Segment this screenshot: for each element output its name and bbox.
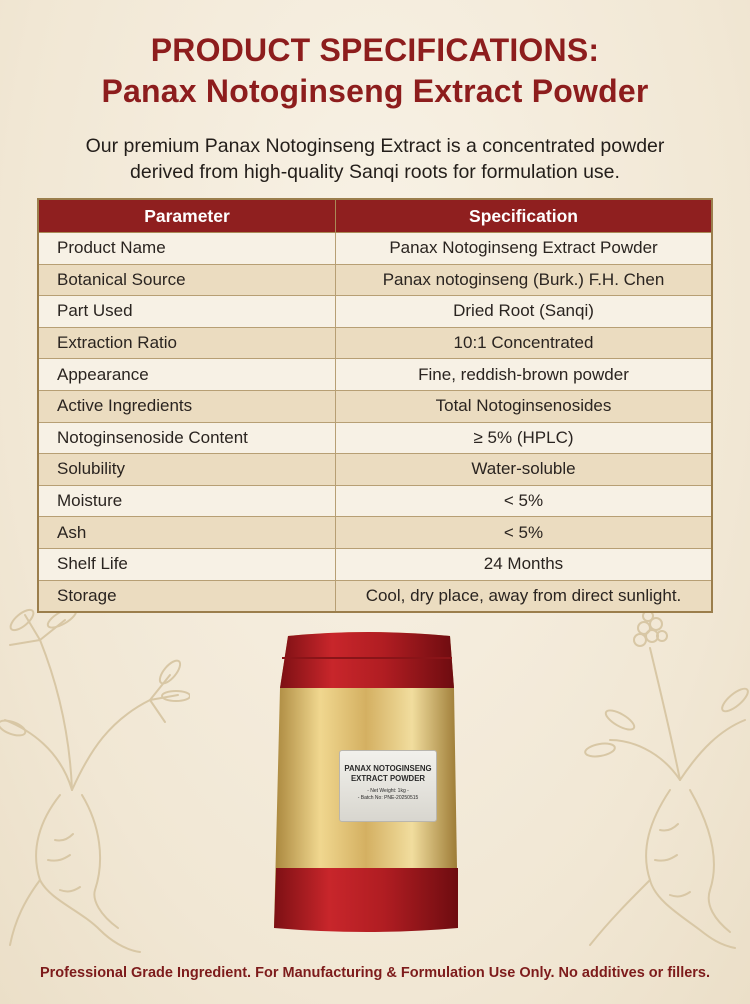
- parameter-cell: Botanical Source: [38, 264, 336, 296]
- parameter-cell: Part Used: [38, 296, 336, 328]
- header-parameter: Parameter: [38, 199, 336, 233]
- specification-cell: Total Notoginsenosides: [336, 390, 713, 422]
- parameter-cell: Appearance: [38, 359, 336, 391]
- table-header-row: [38, 199, 712, 233]
- ginseng-root-illustration-left: [0, 600, 190, 960]
- specification-cell: 24 Months: [336, 548, 713, 580]
- label-net-weight: - Net Weight: 1kg -: [367, 788, 409, 794]
- table-row: [38, 422, 712, 454]
- specification-cell: < 5%: [336, 485, 713, 517]
- footer-note: Professional Grade Ingredient. For Manufacturing & Formulation Use Only. No additives or fillers.: [39, 965, 711, 981]
- parameter-cell: Solubility: [38, 454, 336, 486]
- intro-line-2: derived from high-quality Sanqi roots for formulation use.: [130, 161, 620, 183]
- parameter-cell: Shelf Life: [38, 548, 336, 580]
- product-label: [339, 750, 437, 822]
- parameter-cell: Storage: [38, 580, 336, 612]
- specification-cell: Cool, dry place, away from direct sunlight.: [336, 580, 713, 612]
- table-row: [38, 264, 712, 296]
- specifications-table: [37, 198, 713, 613]
- title-line-1: PRODUCT SPECIFICATIONS:: [150, 32, 600, 68]
- specification-cell: Dried Root (Sanqi): [336, 296, 713, 328]
- table-row: [38, 296, 712, 328]
- table-row: [38, 548, 712, 580]
- intro-line-1: Our premium Panax Notoginseng Extract is a concentrated powder: [85, 135, 665, 157]
- table-row: [38, 327, 712, 359]
- specification-cell: Water-soluble: [336, 454, 713, 486]
- parameter-cell: Moisture: [38, 485, 336, 517]
- page-title: [0, 30, 750, 112]
- label-line-2: EXTRACT POWDER: [350, 774, 426, 783]
- table-row: [38, 390, 712, 422]
- specification-cell: < 5%: [336, 517, 713, 549]
- specification-cell: ≥ 5% (HPLC): [336, 422, 713, 454]
- table-row: [38, 454, 712, 486]
- parameter-cell: Product Name: [38, 233, 336, 265]
- parameter-cell: Ash: [38, 517, 336, 549]
- table-row: [38, 485, 712, 517]
- title-line-2: Panax Notoginseng Extract Powder: [101, 73, 649, 109]
- specification-cell: Fine, reddish-brown powder: [336, 359, 713, 391]
- label-line-1: PANAX NOTOGINSENG: [344, 764, 432, 773]
- label-batch-number: - Batch No: PNE-20250515: [357, 795, 419, 801]
- intro-text: [40, 133, 710, 185]
- specification-cell: Panax Notoginseng Extract Powder: [336, 233, 713, 265]
- header-specification: Specification: [336, 199, 713, 233]
- parameter-cell: Notoginsenoside Content: [38, 422, 336, 454]
- table-row: [38, 359, 712, 391]
- specification-cell: 10:1 Concentrated: [336, 327, 713, 359]
- parameter-cell: Extraction Ratio: [38, 327, 336, 359]
- table-row: [38, 517, 712, 549]
- ginseng-root-illustration-right: [560, 600, 750, 960]
- table-row: [38, 233, 712, 265]
- specification-cell: Panax notoginseng (Burk.) F.H. Chen: [336, 264, 713, 296]
- parameter-cell: Active Ingredients: [38, 390, 336, 422]
- table-row: [38, 580, 712, 612]
